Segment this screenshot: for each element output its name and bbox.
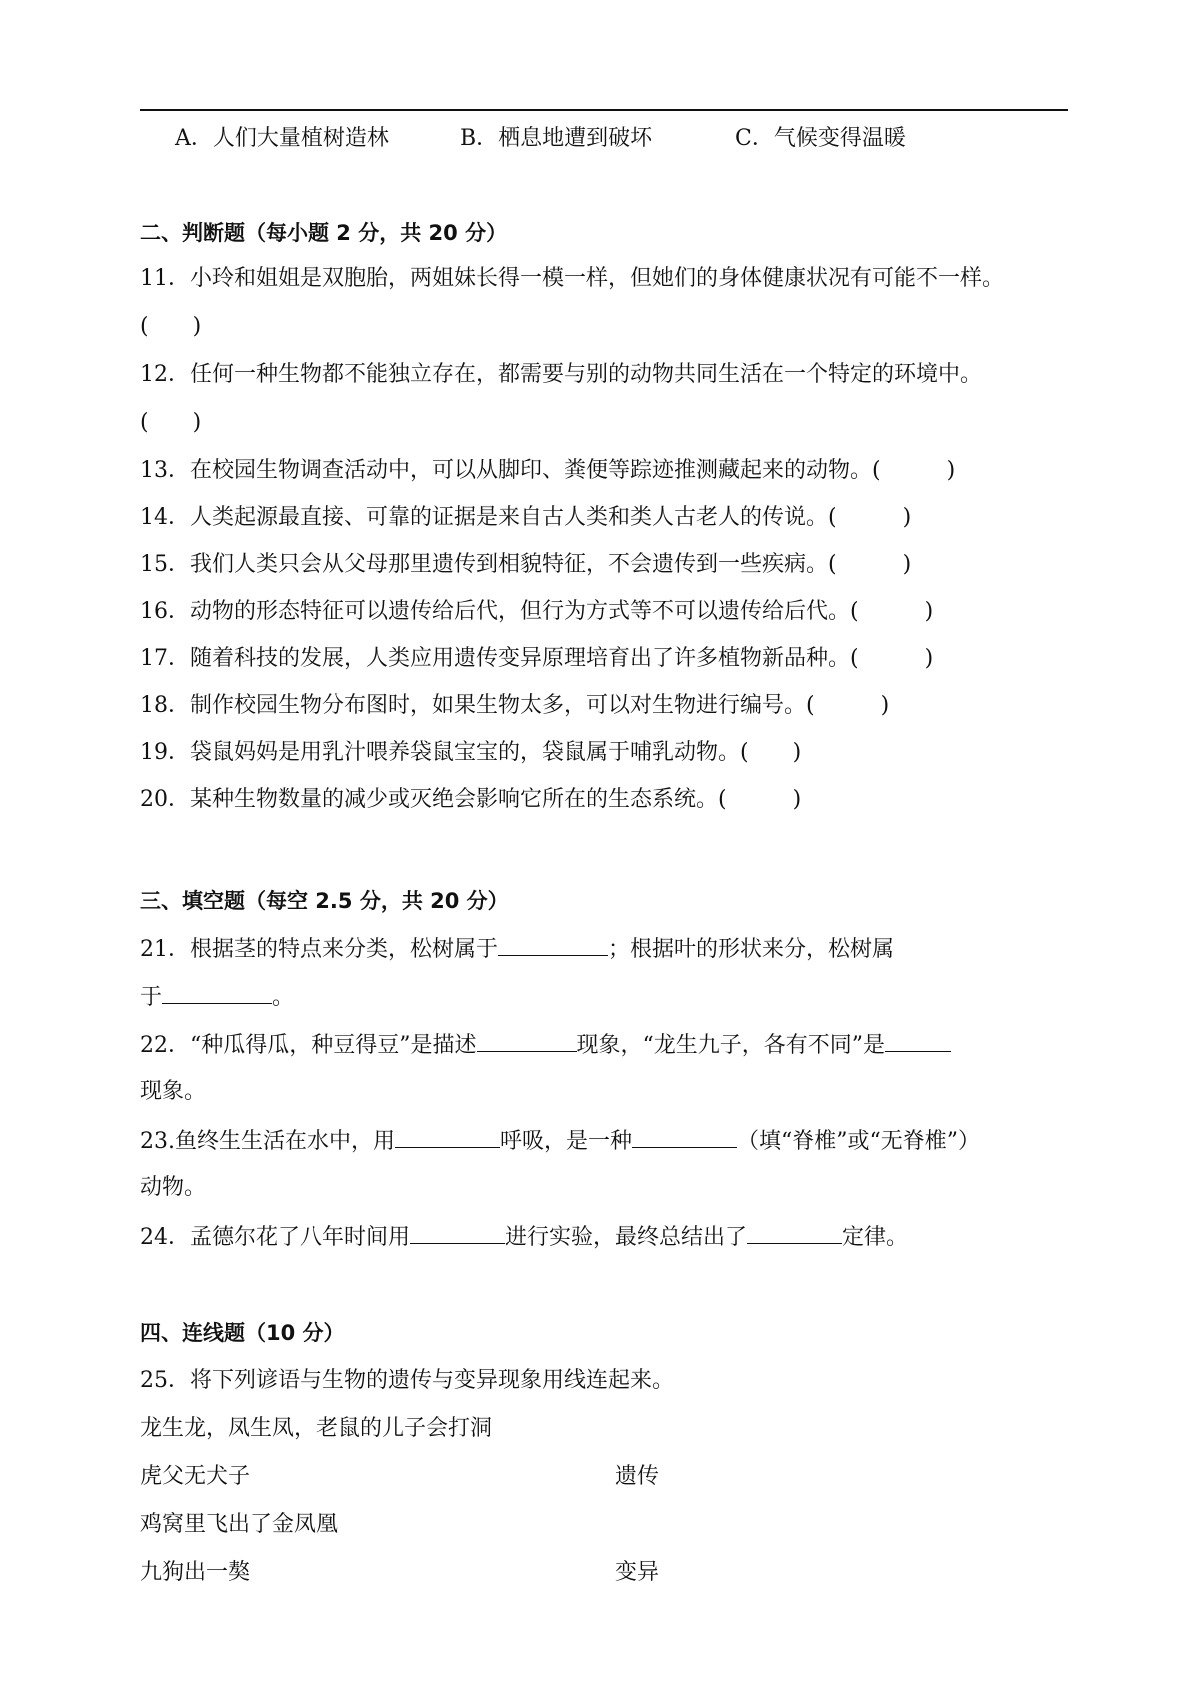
answer-blank[interactable] [885,1029,951,1052]
section-heading-judgement: 二、判断题（每小题 2 分，共 20 分） [140,221,508,245]
question-23-text-c: （填“脊椎”或“无脊椎”） [737,1129,981,1154]
section-heading-fill-blank: 三、填空题（每空 2.5 分，共 20 分） [140,889,509,913]
question-25-intro: 25．将下列谚语与生物的遗传与变异现象用线连起来。 [140,1368,674,1393]
option-b: B．栖息地遭到破坏 [460,126,653,151]
question-21-text-b: ；根据叶的形状来分，松树属 [608,937,895,962]
question-18: 18．制作校园生物分布图时，如果生物太多，可以对生物进行编号。( ) [140,693,890,718]
question-24-text-a: 24．孟德尔花了八年时间用 [140,1225,410,1250]
question-16: 16．动物的形态特征可以遗传给后代，但行为方式等不可以遗传给后代。( ) [140,599,934,624]
option-c: C．气候变得温暖 [735,126,906,151]
proverb-item[interactable]: 龙生龙，凤生凤，老鼠的儿子会打洞 [140,1416,493,1441]
proverb-item[interactable]: 九狗出一獒 [140,1560,251,1585]
question-21-line2 [140,981,294,1013]
question-12: 12．任何一种生物都不能独立存在，都需要与别的动物共同生活在一个特定的环境中。 [140,362,982,387]
top-divider [140,109,1068,111]
question-13: 13．在校园生物调查活动中，可以从脚印、粪便等踪迹推测藏起来的动物。( ) [140,458,956,483]
match-target-variation[interactable]: 变异 [615,1560,660,1585]
question-17: 17．随着科技的发展，人类应用遗传变异原理培育出了许多植物新品种。( ) [140,646,934,671]
proverb-item[interactable]: 鸡窝里飞出了金凤凰 [140,1512,339,1537]
question-23-line1 [140,1125,980,1157]
answer-blank[interactable] [498,933,608,956]
question-23-text-a: 23.鱼终生生活在水中，用 [140,1129,395,1154]
question-23-line2: 动物。 [140,1175,207,1200]
question-21-text-c: 于 [140,985,163,1010]
answer-blank[interactable] [477,1029,577,1052]
section-heading-matching: 四、连线题（10 分） [140,1321,345,1345]
question-21-line1 [140,933,894,965]
question-19: 19．袋鼠妈妈是用乳汁喂养袋鼠宝宝的，袋鼠属于哺乳动物。( ) [140,740,802,765]
question-12-answer-paren: ( ) [140,410,202,435]
answer-blank[interactable] [410,1221,505,1244]
option-a: A．人们大量植树造林 [175,126,389,151]
answer-blank[interactable] [632,1125,737,1148]
question-21-text-a: 21．根据茎的特点来分类，松树属于 [140,937,498,962]
question-24 [140,1221,908,1253]
question-20: 20．某种生物数量的减少或灭绝会影响它所在的生态系统。( ) [140,787,802,812]
answer-blank[interactable] [162,981,272,1004]
answer-blank[interactable] [395,1125,500,1148]
question-23-text-b: 呼吸，是一种 [500,1129,633,1154]
question-24-text-b: 进行实验，最终总结出了 [505,1225,748,1250]
question-22-line2: 现象。 [140,1079,207,1104]
answer-blank[interactable] [747,1221,842,1244]
question-14: 14．人类起源最直接、可靠的证据是来自古人类和类人古老人的传说。( ) [140,505,912,530]
question-22-line1 [140,1029,951,1061]
question-21-text-d: 。 [272,985,295,1010]
proverb-item[interactable]: 虎父无犬子 [140,1464,251,1489]
match-target-heredity[interactable]: 遗传 [615,1464,660,1489]
question-15: 15．我们人类只会从父母那里遗传到相貌特征，不会遗传到一些疾病。( ) [140,552,912,577]
question-22-text-a: 22．“种瓜得瓜，种豆得豆”是描述 [140,1033,477,1058]
question-11: 11．小玲和姐姐是双胞胎，两姐妹长得一模一样，但她们的身体健康状况有可能不一样。 [140,266,1004,291]
question-24-text-c: 定律。 [842,1225,909,1250]
question-11-answer-paren: ( ) [140,314,202,339]
question-22-text-b: 现象，“龙生九子，各有不同”是 [576,1033,885,1058]
